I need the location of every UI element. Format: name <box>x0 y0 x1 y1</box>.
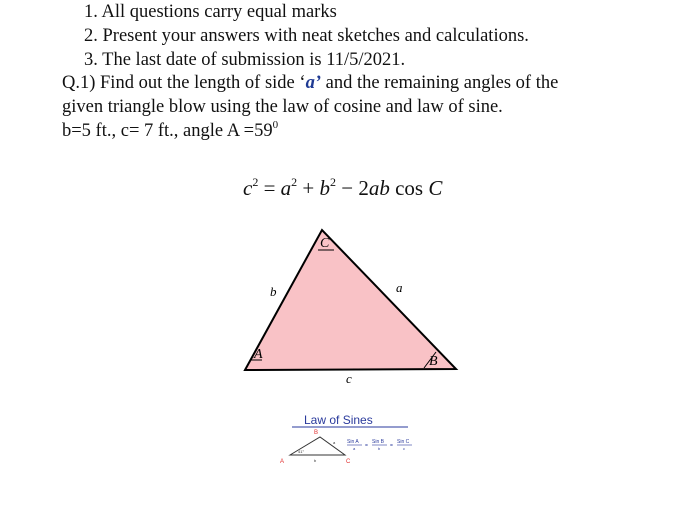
law-of-sines-title: Law of Sines <box>304 413 373 427</box>
equals-sign-2: = <box>390 443 393 449</box>
vertex-B-label: B <box>429 354 438 369</box>
law-of-sines-diagram <box>280 413 412 465</box>
formula-c: c <box>243 176 253 200</box>
formula-ab: ab <box>368 176 390 200</box>
sin-B-denominator: b <box>378 446 381 451</box>
instruction-item: 3. The last date of submission is 11/5/2021. <box>84 50 406 70</box>
instruction-item: 2. Present your answers with neat sketches and calculations. <box>84 26 529 46</box>
question-line: given triangle blow using the law of cosine and law of sine. <box>62 97 503 117</box>
question-line1-end: and the remaining angles of the <box>320 73 559 93</box>
formula-equals: = <box>258 176 281 200</box>
variable-a: a’ <box>305 73 321 93</box>
side-a-label: a <box>396 280 403 295</box>
sin-A-denominator: a <box>353 446 356 451</box>
side-b-label: b <box>270 284 277 299</box>
small-vertex-A: A <box>280 459 285 465</box>
formula-exponent: 2 <box>252 175 259 189</box>
small-side-a: a <box>333 440 336 445</box>
question-line1-start: Q.1) Find out the length of side ‘ <box>62 73 306 93</box>
sin-A-numerator: Sin A <box>347 439 359 445</box>
sin-C-numerator: Sin C <box>397 439 410 445</box>
side-c-label: c <box>346 371 352 386</box>
sin-C-denominator: c <box>403 446 405 451</box>
formula-exponent: 2 <box>291 175 298 189</box>
small-vertex-B: B <box>314 430 319 436</box>
small-side-b: b <box>314 458 317 463</box>
small-vertex-C: C <box>346 459 351 465</box>
vertex-C-label: C <box>320 236 330 251</box>
degree-superscript: 0 <box>272 119 279 131</box>
formula-minus: − 2 <box>336 176 369 200</box>
given-values-text: b=5 ft., c= 7 ft., angle A =59 <box>62 121 273 141</box>
vertex-A-label: A <box>254 347 263 362</box>
main-triangle <box>245 230 456 386</box>
formula-exponent: 2 <box>330 175 337 189</box>
equals-sign-1: = <box>365 443 368 449</box>
formula-a: a <box>280 176 292 200</box>
sin-B-numerator: Sin B <box>372 439 384 445</box>
small-angle-label: 41° <box>298 449 305 454</box>
formula-b: b <box>319 176 331 200</box>
formula-cos: cos <box>389 176 429 200</box>
triangle-shape <box>245 230 456 370</box>
instruction-item: 1. All questions carry equal marks <box>84 2 337 22</box>
formula-C: C <box>428 176 443 200</box>
formula-plus: + <box>297 176 320 200</box>
